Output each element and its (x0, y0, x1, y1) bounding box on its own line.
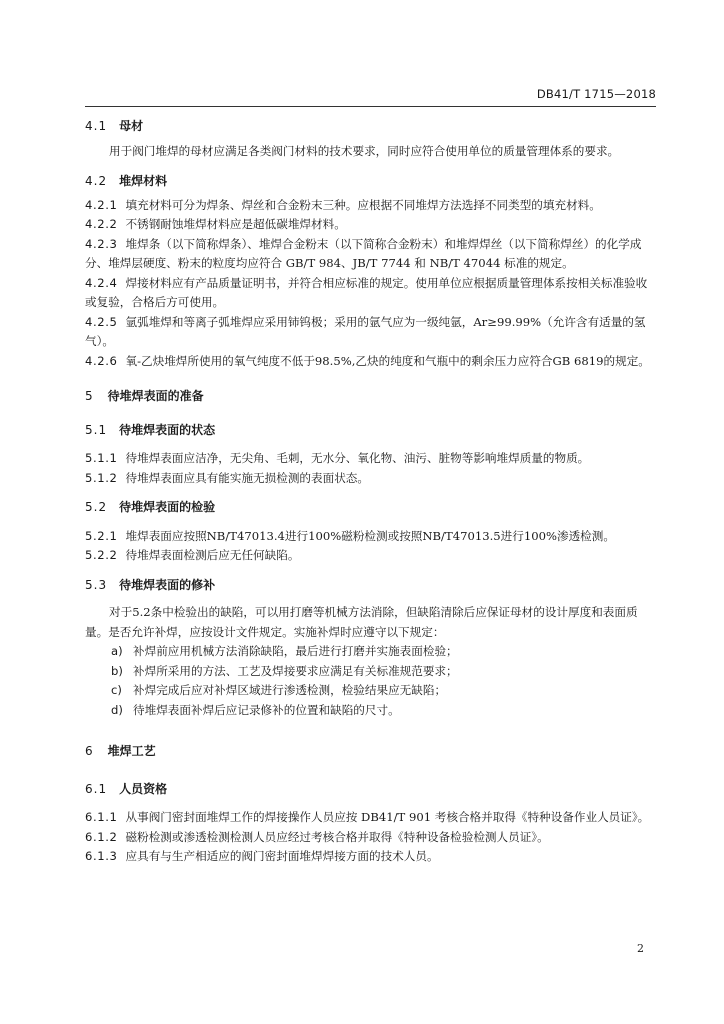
heading-6-1 (85, 780, 657, 800)
clause-number: 4.2.6 (85, 353, 118, 368)
clause-number: 6.1.3 (85, 849, 118, 863)
heading-number: 5.3 (85, 577, 108, 592)
clause-number: 5.2.2 (85, 548, 118, 562)
list-text: 待堆焊表面补焊后应记录修补的位置和缺陷的尺寸。 (133, 702, 400, 717)
clause-text: 待堆焊表面应具有能实施无损检测的表面状态。 (125, 470, 369, 485)
clause-number: 6.1.1 (85, 810, 118, 824)
clause-4-2-3 (85, 235, 657, 274)
document-id-header: DB41/T 1715—2018 (536, 87, 656, 101)
clause-number: 4.2.1 (85, 197, 118, 212)
clause-5-1-1 (85, 449, 657, 469)
list-label: c) (111, 683, 122, 697)
header-rule (85, 106, 656, 107)
heading-5-2 (85, 498, 657, 518)
clause-number: 4.2.5 (85, 314, 118, 329)
clause-4-2-1 (85, 196, 657, 216)
clause-text: 待堆焊表面应洁净，无尖角、毛刺，无水分、氧化物、油污、脏物等影响堆焊质量的物质。 (125, 451, 590, 465)
heading-title: 人员资格 (119, 781, 168, 796)
clause-number: 5.1.2 (85, 470, 118, 485)
clause-text: 磁粉检测或渗透检测检测人员应经过考核合格并取得《特种设备检验检测人员证》。 (125, 829, 549, 844)
heading-4-2 (85, 172, 657, 192)
clause-text: 焊接材料应有产品质量证明书，并符合相应标准的规定。使用单位应根据质量管理体系按相关标准验收或复验，合格后方可使用。 (85, 275, 648, 309)
heading-title: 待堆焊表面的检验 (119, 500, 216, 514)
clause-6-1-2 (85, 828, 657, 848)
heading-title: 母材 (119, 119, 144, 133)
clause-4-2-6 (85, 352, 657, 372)
heading-number: 6.1 (85, 781, 108, 796)
heading-number: 4.2 (85, 174, 108, 188)
clause-5-2-1 (85, 527, 657, 547)
heading-6 (85, 742, 657, 762)
list-label: d) (111, 702, 123, 717)
clause-text: 堆焊表面应按照NB/T47013.4进行100%磁粉检测或按照NB/T47013.5进行100%渗透检测。 (125, 528, 615, 543)
list-item-d (85, 701, 657, 721)
heading-number: 4.1 (85, 119, 108, 133)
heading-number: 5.1 (85, 422, 108, 437)
clause-text: 填充材料可分为焊条、焊丝和合金粉末三种。应根据不同堆焊方法选择不同类型的填充材料。 (125, 197, 601, 212)
clause-number: 4.2.4 (85, 275, 118, 290)
list-item-b (85, 662, 657, 682)
paragraph-4-1: 用于阀门堆焊的母材应满足各类阀门材料的技术要求，同时应符合使用单位的质量管理体系的要求。 (109, 143, 620, 158)
clause-text: 从事阀门密封面堆焊工作的焊接操作人员应按 DB41/T 901 考核合格并取得《特种设备作业人员证》。 (125, 810, 650, 824)
clause-number: 6.1.2 (85, 829, 118, 844)
clause-text: 不锈钢耐蚀堆焊材料应是超低碳堆焊材料。 (125, 217, 346, 231)
clause-5-1-2 (85, 469, 657, 489)
clause-text: 待堆焊表面检测后应无任何缺陷。 (125, 548, 300, 562)
clause-4-2-5 (85, 313, 657, 352)
list-text: 补焊前应用机械方法消除缺陷，最后进行打磨并实施表面检验； (133, 644, 458, 658)
heading-title: 待堆焊表面的状态 (119, 422, 216, 437)
clause-text: 氧-乙炔堆焊所使用的氧气纯度不低于98.5%,乙炔的纯度和气瓶中的剩余压力应符合GB 6819的规定。 (125, 353, 650, 368)
heading-title: 待堆焊表面的修补 (119, 577, 216, 592)
clause-4-2-2 (85, 215, 657, 235)
list-label: b) (111, 663, 123, 678)
clause-number: 4.2.2 (85, 217, 118, 231)
clause-5-2-2 (85, 546, 657, 566)
clause-6-1-1 (85, 808, 657, 828)
heading-5-3 (85, 576, 657, 596)
clause-6-1-3 (85, 847, 657, 867)
heading-title: 待堆焊表面的准备 (107, 389, 204, 403)
heading-number: 6 (85, 744, 94, 758)
clause-number: 5.1.1 (85, 451, 118, 465)
clause-4-2-4 (85, 274, 657, 313)
heading-5 (85, 387, 657, 407)
heading-title: 堆焊材料 (119, 174, 168, 188)
heading-number: 5.2 (85, 500, 108, 514)
clause-number: 4.2.3 (85, 236, 118, 251)
list-text: 补焊完成后应对补焊区域进行渗透检测，检验结果应无缺陷； (133, 683, 447, 697)
heading-number: 5 (85, 389, 94, 403)
list-label: a) (111, 644, 123, 658)
document-body (85, 111, 657, 867)
heading-title: 堆焊工艺 (107, 744, 156, 758)
clause-text: 氩弧堆焊和等离子弧堆焊应采用铈钨极；采用的氩气应为一级纯氩，Ar≥99.99%（允许含有适量的氢气）。 (85, 314, 646, 348)
list-item-c (85, 681, 657, 701)
paragraph-5-3: 对于5.2条中检验出的缺陷，可以用打磨等机械方法消除，但缺陷清除后应保证母材的设计厚度和表面质量。是否允许补焊，应按设计文件规定。实施补焊时应遵守以下规定： (85, 605, 638, 639)
clause-text: 应具有与生产相适应的阀门密封面堆焊焊接方面的技术人员。 (125, 849, 439, 863)
heading-4-1 (85, 117, 657, 137)
clause-number: 5.2.1 (85, 528, 118, 543)
clause-text: 堆焊条（以下简称焊条）、堆焊合金粉末（以下简称合金粉末）和堆焊焊丝（以下简称焊丝）的化学成分、堆焊层硬度、粉末的粒度均应符合 GB/T 984、JB/T 7744 和 NB/T 47044 标准的规定。 (85, 236, 642, 270)
list-item-a (85, 642, 657, 662)
list-text: 补焊所采用的方法、工艺及焊接要求应满足有关标准规范要求； (133, 663, 458, 678)
heading-5-1 (85, 421, 657, 441)
page-number: 2 (637, 942, 644, 955)
